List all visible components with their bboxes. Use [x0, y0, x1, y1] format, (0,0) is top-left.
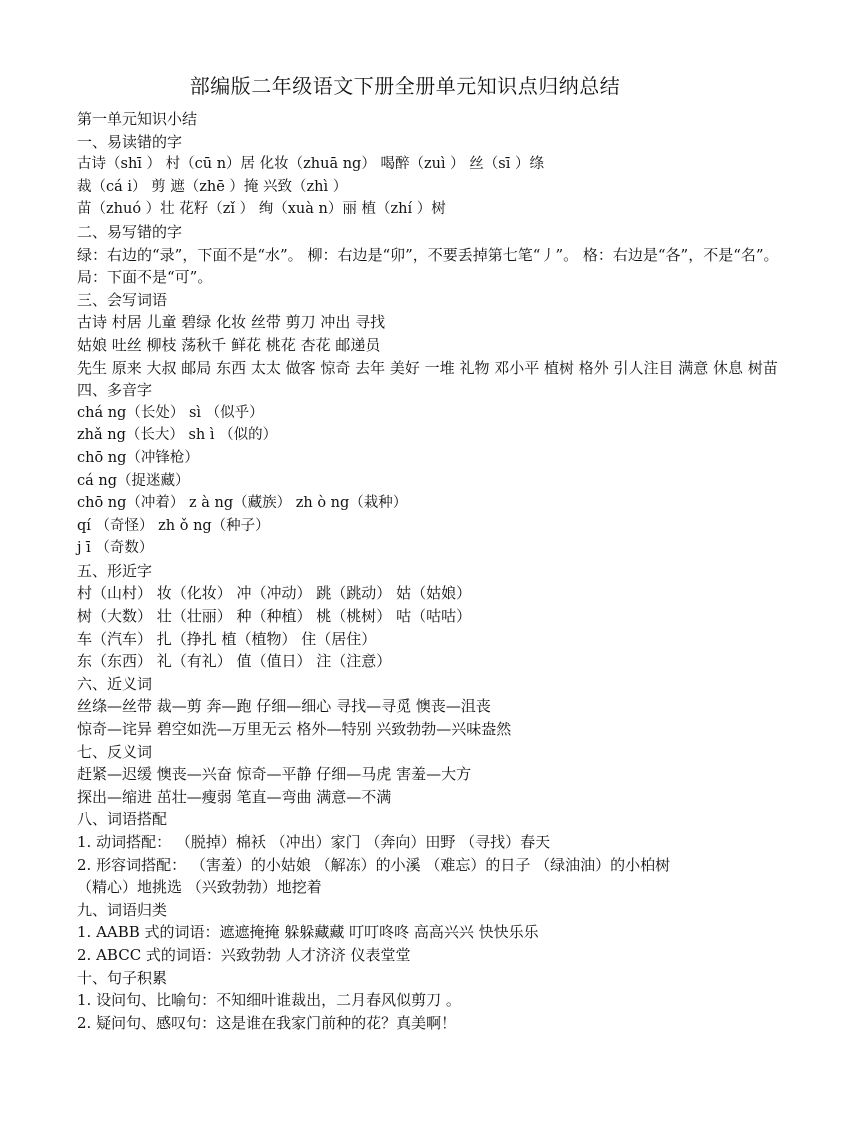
text-line: 赶紧—迟缓 懊丧—兴奋 惊奇—平静 仔细—马虎 害羞—大方: [77, 765, 472, 784]
page-title: 部编版二年级语文下册全册单元知识点归纳总结: [189, 74, 621, 98]
section-heading: 八、词语搭配: [77, 810, 168, 829]
text-line: 苗（zhuó ）壮 花籽（zǐ ） 绚（xuà n）丽 植（zhí ）树: [77, 201, 446, 218]
text-line: 2. ABCC 式的词语：兴致勃勃 人才济济 仪表堂堂: [77, 945, 411, 964]
text-line: 惊奇—诧异 碧空如洗—万里无云 格外—特别 兴致勃勃—兴味盎然: [77, 720, 512, 739]
section-heading: 九、词语归类: [77, 900, 168, 919]
document-body: [77, 108, 782, 1034]
text-line: chō ng（冲着） z à ng（藏族） zh ò ng（栽种）: [77, 495, 408, 512]
text-line: 古诗 村居 儿童 碧绿 化妆 丝带 剪刀 冲出 寻找: [77, 313, 386, 332]
text-line: 裁（cá i） 剪 遮（zhē ）掩 兴致（zhì ）: [77, 178, 348, 195]
text-line: 丝绦—丝带 裁—剪 奔—跑 仔细—细心 寻找—寻觅 懊丧—沮丧: [77, 697, 491, 716]
text-line: chá ng（长处） sì （似乎）: [77, 404, 264, 421]
text-line: qí （奇怪） zh ǒ ng（种子）: [77, 517, 270, 534]
section-heading: 三、会写词语: [77, 290, 168, 309]
text-line: 1. 动词搭配： （脱掉）棉袄 （冲出）家门 （奔向）田野 （寻找）春天: [77, 833, 551, 851]
text-line: 村（山村） 妆（化妆） 冲（冲动） 跳（跳动） 姑（姑娘）: [77, 584, 472, 603]
text-line: 2. 形容词搭配： （害羞）的小姑娘 （解冻）的小溪 （难忘）的日子 （绿油油）的小柏树: [77, 855, 671, 874]
text-line: cá ng（捉迷藏）: [77, 472, 190, 489]
text-line: 1. 设问句、比喻句：不知细叶谁裁出，二月春风似剪刀 。: [77, 991, 461, 1010]
text-paragraph: 绿：右边的“录”，下面不是“水”。 柳：右边是“卯”，不要丢掉第七笔“丿”。 格：右边是“各”，不是“名”。 局：下面不是“可”。: [77, 245, 779, 287]
section-heading: 七、反义词: [77, 742, 153, 761]
section-heading: 十、句子积累: [77, 968, 168, 987]
text-line: zhǎ ng（长大） sh ì （似的）: [77, 427, 278, 444]
text-paragraph: 先生 原来 大叔 邮局 东西 太太 做客 惊奇 去年 美好 一堆 礼物 邓小平 植树 格外 引人注目 满意 休息 树苗: [77, 358, 778, 377]
text-line: （精心）地挑选 （兴致勃勃）地挖着: [77, 878, 322, 897]
text-line: 树（大数） 壮（壮丽） 种（种植） 桃（桃树） 咕（咕咕）: [77, 607, 472, 626]
unit-heading: 第一单元知识小结: [77, 110, 198, 128]
text-line: j ī （奇数）: [77, 540, 154, 557]
text-line: 姑娘 吐丝 柳枝 荡秋千 鲜花 桃花 杏花 邮递员: [77, 335, 381, 354]
text-line: 1. AABB 式的词语：遮遮掩掩 躲躲藏藏 叮叮咚咚 高高兴兴 快快乐乐: [77, 923, 539, 942]
section-heading: 四、多音字: [77, 381, 153, 400]
section-heading: 五、形近字: [77, 561, 153, 580]
section-heading: 二、易写错的字: [77, 222, 183, 241]
text-line: 探出—缩进 茁壮—瘦弱 笔直—弯曲 满意—不满: [77, 787, 392, 806]
text-line: chō ng（冲锋枪）: [77, 449, 199, 466]
text-line: 2. 疑问句、感叹句：这是谁在我家门前种的花？真美啊！: [77, 1013, 457, 1032]
section-heading: 六、近义词: [77, 674, 153, 693]
text-line: 车（汽车） 扎（挣扎 植（植物） 住（居住）: [77, 629, 377, 648]
text-line: 古诗（shī ） 村（cū n）居 化妆（zhuā ng） 喝醉（zuì ） 丝（sī ）绦: [77, 156, 544, 173]
text-line: 东（东西） 礼（有礼） 值（值日） 注（注意）: [77, 652, 392, 671]
section-heading: 一、易读错的字: [77, 132, 183, 151]
